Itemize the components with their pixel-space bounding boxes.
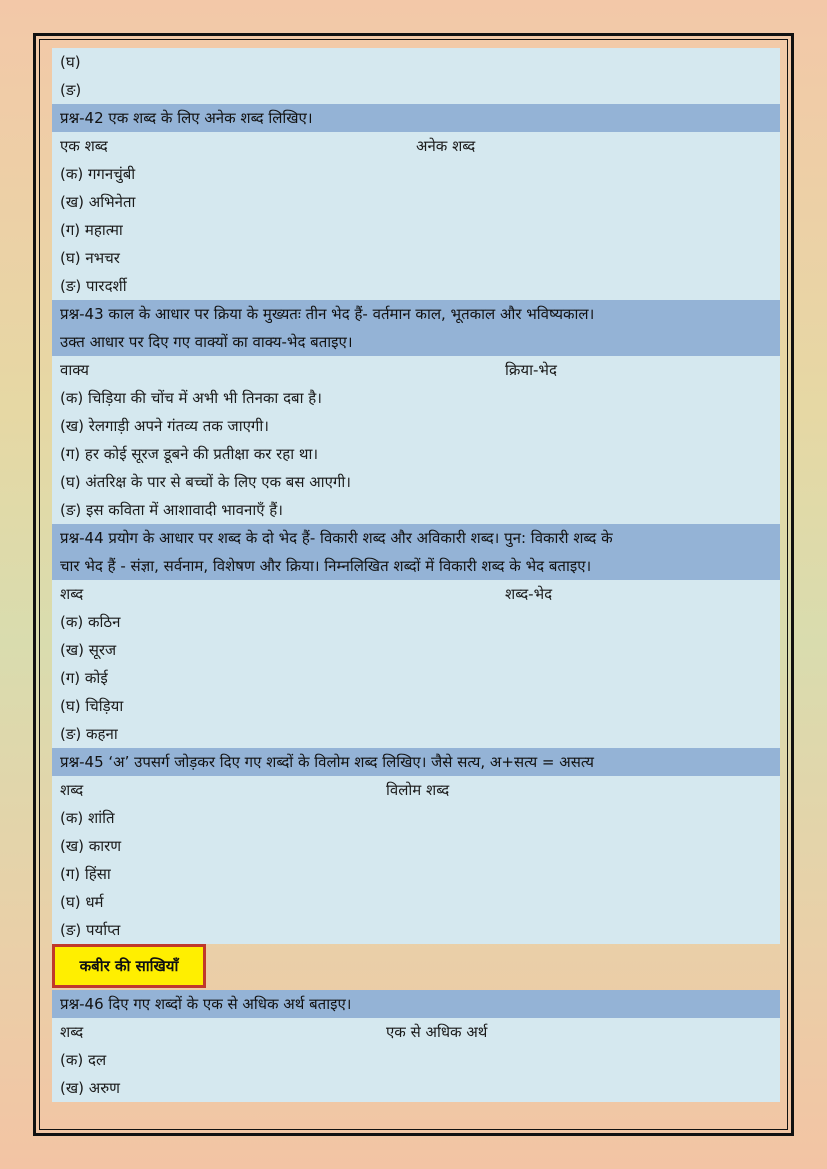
list-item: (ख) कारण <box>52 832 780 860</box>
list-item: (घ) धर्म <box>52 888 780 916</box>
list-item: (क) गगनचुंबी <box>52 160 780 188</box>
list-item: (क) कठिन <box>52 608 780 636</box>
q43-col2: क्रिया-भेद <box>505 361 557 379</box>
question-43-line2: उक्त आधार पर दिए गए वाक्यों का वाक्य-भेद बताइए। <box>60 333 353 351</box>
question-44 <box>52 524 780 580</box>
section-heading-wrap <box>52 944 780 990</box>
list-item: (क) शांति <box>52 804 780 832</box>
q46-col1: शब्द <box>60 1023 84 1041</box>
list-item: (घ) <box>52 48 780 76</box>
q44-col1: शब्द <box>60 585 84 603</box>
list-item: (क) चिड़िया की चोंच में अभी भी तिनका दबा है। <box>52 384 780 412</box>
question-43-line1: प्रश्न-43 काल के आधार पर क्रिया के मुख्यतः तीन भेद हैं- वर्तमान काल, भूतकाल और भविष्यकाल। <box>60 305 595 323</box>
list-item: (ग) महात्मा <box>52 216 780 244</box>
list-item: (क) दल <box>52 1046 780 1074</box>
list-item: (ङ) पर्याप्त <box>52 916 780 944</box>
question-43 <box>52 300 780 356</box>
q42-col2: अनेक शब्द <box>416 137 476 155</box>
list-item: (ख) सूरज <box>52 636 780 664</box>
q46-col2: एक से अधिक अर्थ <box>386 1023 488 1041</box>
q45-col2: विलोम शब्द <box>386 781 450 799</box>
list-item: (ख) रेलगाड़ी अपने गंतव्य तक जाएगी। <box>52 412 780 440</box>
list-item: (ग) कोई <box>52 664 780 692</box>
q44-col2: शब्द-भेद <box>505 585 553 603</box>
list-item: (घ) नभचर <box>52 244 780 272</box>
list-item: (ङ) पारदर्शी <box>52 272 780 300</box>
q42-col1: एक शब्द <box>60 137 108 155</box>
list-item: (ग) हिंसा <box>52 860 780 888</box>
section-heading: कबीर की साखियाँ <box>52 944 206 988</box>
list-item: (घ) अंतरिक्ष के पार से बच्चों के लिए एक बस आएगी। <box>52 468 780 496</box>
list-item: (ख) अभिनेता <box>52 188 780 216</box>
q46-column-header <box>52 1018 780 1046</box>
q43-col1: वाक्य <box>60 361 89 379</box>
q43-column-header <box>52 356 780 384</box>
q45-col1: शब्द <box>60 781 84 799</box>
question-44-line2: चार भेद हैं - संज्ञा, सर्वनाम, विशेषण और क्रिया। निम्नलिखित शब्दों में विकारी शब्द के भेद बताइए। <box>60 557 592 575</box>
list-item: (ग) हर कोई सूरज डूबने की प्रतीक्षा कर रहा था। <box>52 440 780 468</box>
question-44-line1: प्रश्न-44 प्रयोग के आधार पर शब्द के दो भेद हैं- विकारी शब्द और अविकारी शब्द। पुन: विकारी शब्द के <box>60 529 613 547</box>
question-45: प्रश्न-45 ‘अ’ उपसर्ग जोड़कर दिए गए शब्दों के विलोम शब्द लिखिए। जैसे सत्य, अ+सत्य = असत्य <box>52 748 780 776</box>
q45-column-header <box>52 776 780 804</box>
worksheet-content <box>52 48 780 1102</box>
list-item: (ङ) इस कविता में आशावादी भावनाएँ हैं। <box>52 496 780 524</box>
list-item: (ख) अरुण <box>52 1074 780 1102</box>
list-item: (घ) चिड़िया <box>52 692 780 720</box>
q44-column-header <box>52 580 780 608</box>
list-item: (ङ) <box>52 76 780 104</box>
q42-column-header <box>52 132 780 160</box>
question-46: प्रश्न-46 दिए गए शब्दों के एक से अधिक अर्थ बताइए। <box>52 990 780 1018</box>
question-42: प्रश्न-42 एक शब्द के लिए अनेक शब्द लिखिए। <box>52 104 780 132</box>
list-item: (ङ) कहना <box>52 720 780 748</box>
